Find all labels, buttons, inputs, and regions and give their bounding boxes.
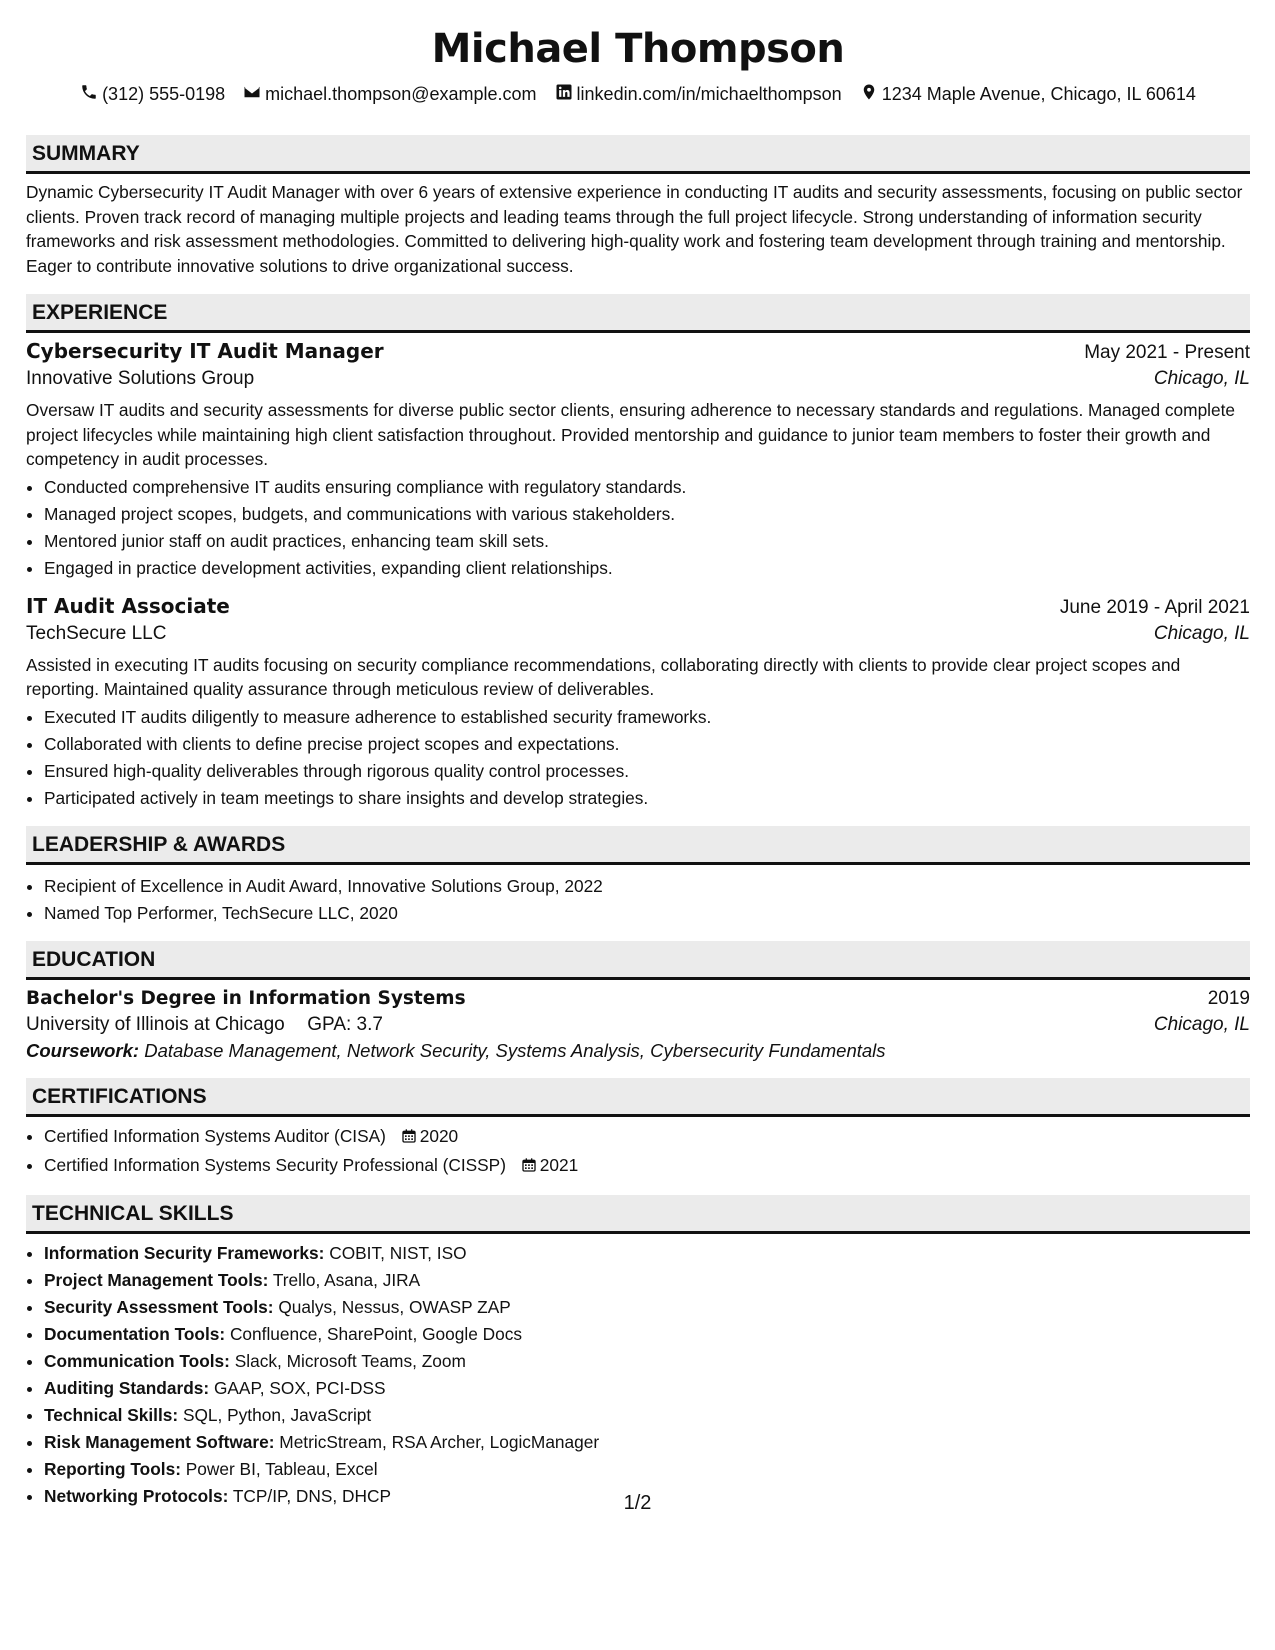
contact-email[interactable]: michael.thompson@example.com — [243, 83, 536, 106]
job-bullets — [26, 704, 1250, 812]
list-item — [44, 1375, 1250, 1402]
job-location: Chicago, IL — [1153, 622, 1250, 644]
section-heading-certifications: CERTIFICATIONS — [26, 1078, 1250, 1117]
list-item: • Ensured high-quality deliverables through rigorous quality control processes. — [44, 758, 1250, 785]
certification-year: 2020 — [419, 1125, 459, 1146]
skill-label: Communication Tools: — [44, 1350, 230, 1371]
summary-text: Dynamic Cybersecurity IT Audit Manager with over 6 years of extensive experience in conducting IT audits and security assessments, focusing on public sector clients. Proven track record of managing multiple projects and leading teams through the full project lifecycle. Strong understanding of information security frameworks and risk assessment methodologies. Committed to delivering high-quality work and fostering team development through training and mentorship. Eager to contribute innovative solutions to drive organizational success. — [26, 182, 1243, 276]
job-title: IT Audit Associate — [26, 593, 230, 618]
list-item — [44, 1321, 1250, 1348]
skill-value: Slack, Microsoft Teams, Zoom — [234, 1350, 466, 1371]
calendar-icon — [401, 1125, 417, 1152]
map-pin-icon — [860, 83, 878, 106]
school-name: University of Illinois at Chicago — [26, 1013, 285, 1035]
list-item: • Recipient of Excellence in Audit Award, Innovative Solutions Group, 2022 — [44, 873, 1250, 900]
section-heading-summary: SUMMARY — [26, 135, 1250, 174]
skill-label: Networking Protocols: — [44, 1485, 229, 1506]
list-item: • Managed project scopes, budgets, and communications with various stakeholders. — [44, 501, 1250, 528]
list-item: • Engaged in practice development activities, expanding client relationships. — [44, 555, 1250, 582]
list-item: • Named Top Performer, TechSecure LLC, 2020 — [44, 900, 1250, 927]
skill-value: Confluence, SharePoint, Google Docs — [229, 1323, 522, 1344]
list-item — [44, 1348, 1250, 1375]
school-location: Chicago, IL — [1153, 1013, 1250, 1035]
skill-value: Qualys, Nessus, OWASP ZAP — [278, 1296, 511, 1317]
education-entry — [26, 988, 1250, 1062]
job-company: Innovative Solutions Group — [26, 368, 255, 389]
skills-list — [26, 1240, 1250, 1510]
skill-label: Reporting Tools: — [44, 1458, 181, 1479]
job-bullets — [26, 474, 1250, 582]
job-entry — [26, 594, 1250, 812]
certification-name: Certified Information Systems Auditor (CISA) — [44, 1125, 386, 1146]
skill-value: TCP/IP, DNS, DHCP — [232, 1485, 391, 1506]
list-item — [44, 1267, 1250, 1294]
skill-value: MetricStream, RSA Archer, LogicManager — [279, 1431, 600, 1452]
list-item — [44, 1429, 1250, 1456]
section-heading-experience: EXPERIENCE — [26, 294, 1250, 333]
linkedin-icon — [555, 83, 573, 106]
phone-icon — [80, 83, 98, 106]
list-item — [44, 1123, 1250, 1152]
degree-title: Bachelor's Degree in Information Systems — [26, 987, 466, 1009]
list-item — [44, 1240, 1250, 1267]
skill-value: Power BI, Tableau, Excel — [185, 1458, 378, 1479]
skill-label: Security Assessment Tools: — [44, 1296, 274, 1317]
list-item: • Conducted comprehensive IT audits ensuring compliance with regulatory standards. — [44, 474, 1250, 501]
skill-value: SQL, Python, JavaScript — [182, 1404, 372, 1425]
skill-label: Project Management Tools: — [44, 1269, 269, 1290]
job-location: Chicago, IL — [1153, 368, 1250, 389]
list-item — [44, 1402, 1250, 1429]
job-title: Cybersecurity IT Audit Manager — [26, 339, 384, 363]
awards-list — [26, 873, 1250, 927]
section-heading-skills: TECHNICAL SKILLS — [26, 1195, 1250, 1234]
list-item: • Collaborated with clients to define precise project scopes and expectations. — [44, 731, 1250, 758]
job-entry — [26, 339, 1250, 582]
job-company: TechSecure LLC — [26, 622, 167, 644]
job-description: Assisted in executing IT audits focusing on security compliance recommendations, collaborating directly with clients to provide clear project scopes and reporting. Maintained quality assurance through meticulous review of deliverables. — [26, 654, 1181, 699]
certification-year: 2021 — [539, 1154, 579, 1175]
list-item: • Executed IT audits diligently to measure adherence to established security frameworks. — [44, 704, 1250, 731]
skill-value: Trello, Asana, JIRA — [272, 1269, 421, 1290]
skill-value: COBIT, NIST, ISO — [329, 1242, 467, 1263]
contact-bar — [26, 80, 1250, 108]
certification-name: Certified Information Systems Security Professional (CISSP) — [44, 1154, 506, 1175]
section-heading-education: EDUCATION — [26, 941, 1250, 980]
list-item: • Participated actively in team meetings to share insights and develop strategies. — [44, 785, 1250, 812]
candidate-name: Michael Thompson — [431, 26, 845, 72]
page-indicator: 1/2 — [623, 1492, 652, 1514]
skill-value: GAAP, SOX, PCI-DSS — [213, 1377, 386, 1398]
skill-label: Technical Skills: — [44, 1404, 179, 1425]
coursework-label: Coursework: — [26, 1039, 140, 1061]
contact-linkedin[interactable]: linkedin.com/in/michaelthompson — [555, 83, 842, 106]
list-item — [44, 1152, 1250, 1181]
graduation-year: 2019 — [1207, 987, 1250, 1009]
job-dates: June 2019 - April 2021 — [1059, 596, 1250, 618]
coursework-list: Database Management, Network Security, Systems Analysis, Cybersecurity Fundamentals — [144, 1039, 886, 1061]
skill-label: Auditing Standards: — [44, 1377, 210, 1398]
job-description: Oversaw IT audits and security assessments for diverse public sector clients, ensuring adherence to necessary standards and regulations. Managed complete project lifecycles while maintaining high client satisfaction throughout. Provided mentorship and guidance to junior team members to foster their growth and competency in audit processes. — [26, 400, 1236, 469]
envelope-icon — [243, 83, 261, 106]
gpa: GPA: 3.7 — [307, 1013, 383, 1035]
section-heading-leadership: LEADERSHIP & AWARDS — [26, 826, 1250, 865]
job-dates: May 2021 - Present — [1084, 342, 1250, 363]
resume-page — [26, 0, 1250, 1510]
calendar-icon — [521, 1154, 537, 1181]
list-item: • Mentored junior staff on audit practices, enhancing team skill sets. — [44, 528, 1250, 555]
skill-label: Documentation Tools: — [44, 1323, 226, 1344]
coursework — [26, 1040, 1250, 1062]
list-item — [44, 1456, 1250, 1483]
contact-phone[interactable]: (312) 555-0198 — [80, 83, 225, 106]
certifications-list — [26, 1123, 1250, 1181]
skill-label: Information Security Frameworks: — [44, 1242, 325, 1263]
contact-address: 1234 Maple Avenue, Chicago, IL 60614 — [860, 83, 1196, 106]
skill-label: Risk Management Software: — [44, 1431, 275, 1452]
list-item — [44, 1294, 1250, 1321]
